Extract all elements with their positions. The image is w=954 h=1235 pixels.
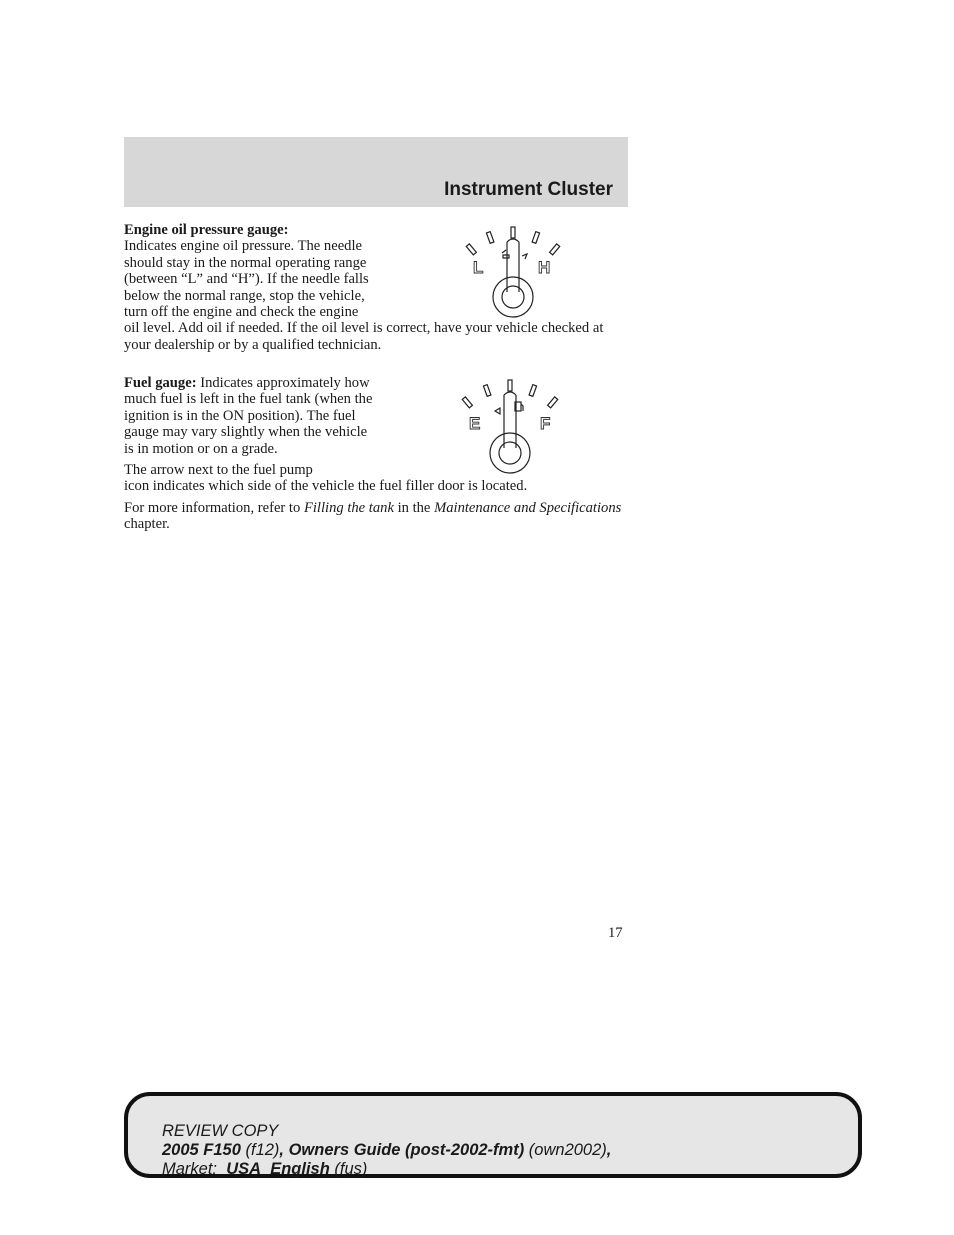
chapter-title: Instrument Cluster: [444, 179, 613, 200]
fuel-arrow-note-line2: icon indicates which side of the vehicle the fuel filler door is located.: [124, 478, 528, 495]
gauge-tick-marks: [466, 227, 559, 255]
oil-pressure-gauge-icon: [455, 222, 575, 332]
chapter-header-band: [124, 137, 628, 207]
gauge-label-high: H: [538, 258, 551, 277]
more-info-reference-2: Maintenance and Specifications: [434, 499, 622, 516]
review-separator: ,: [279, 1141, 289, 1159]
oil-pressure-heading: Engine oil pressure gauge:: [124, 222, 289, 238]
gauge-tick-marks: [462, 380, 557, 408]
more-info-suffix: chapter.: [124, 516, 170, 533]
oil-pressure-description: Indicates engine oil pressure. The needle should stay in the normal operating range (between “L” and “H”). If the needle falls below the normal range, stop the vehicle, turn off the engine and check the engine: [124, 238, 369, 321]
review-copy-box: [124, 1092, 862, 1178]
oil-pressure-text-top: [124, 222, 374, 320]
more-info-paragraph: [124, 500, 628, 533]
fuel-gauge-heading: Fuel gauge:: [124, 375, 197, 391]
review-copy-label: REVIEW COPY: [162, 1122, 279, 1140]
review-copy-market-line: [162, 1160, 611, 1179]
more-info-prefix: For more information, refer to: [124, 499, 304, 516]
page-number: 17: [608, 925, 623, 941]
review-model-code: (f12): [240, 1141, 280, 1159]
review-copy-text: [162, 1122, 611, 1179]
review-separator: ,: [606, 1141, 612, 1159]
gauge-label-full: F: [540, 414, 551, 433]
more-info-reference-1: Filling the tank: [303, 499, 394, 516]
fuel-door-arrow-icon: [495, 408, 500, 414]
oil-can-icon: [502, 250, 527, 259]
oil-pressure-text-bottom: oil level. Add oil if needed. If the oil level is correct, have your vehicle checked at your dealership or by a qualified technician.: [124, 320, 604, 353]
review-market-code: (fus): [329, 1160, 368, 1178]
review-model: 2005 F150: [162, 1141, 241, 1159]
gauge-label-low: L: [473, 258, 484, 277]
fuel-gauge-icon: [455, 375, 575, 485]
review-market-label: Market:: [162, 1160, 227, 1178]
fuel-gauge-description: Indicates approximately how much fuel is left in the fuel tank (when the ignition is in the ON position). The fuel gauge may vary slightly when the vehicle is in motion or on a grade.: [124, 375, 373, 457]
fuel-arrow-note-line1: The arrow next to the fuel pump: [124, 462, 313, 479]
gauge-needle: [504, 392, 516, 448]
review-market: USA_English: [226, 1160, 330, 1178]
gauge-needle: [507, 239, 519, 292]
more-info-middle: in the: [393, 499, 435, 516]
gauge-label-empty: E: [469, 414, 481, 433]
review-copy-product-line: [162, 1141, 611, 1160]
review-guide-name: Owners Guide (post-2002-fmt): [288, 1141, 525, 1159]
review-guide-code: (own2002): [524, 1141, 607, 1159]
fuel-gauge-text: [124, 375, 374, 457]
